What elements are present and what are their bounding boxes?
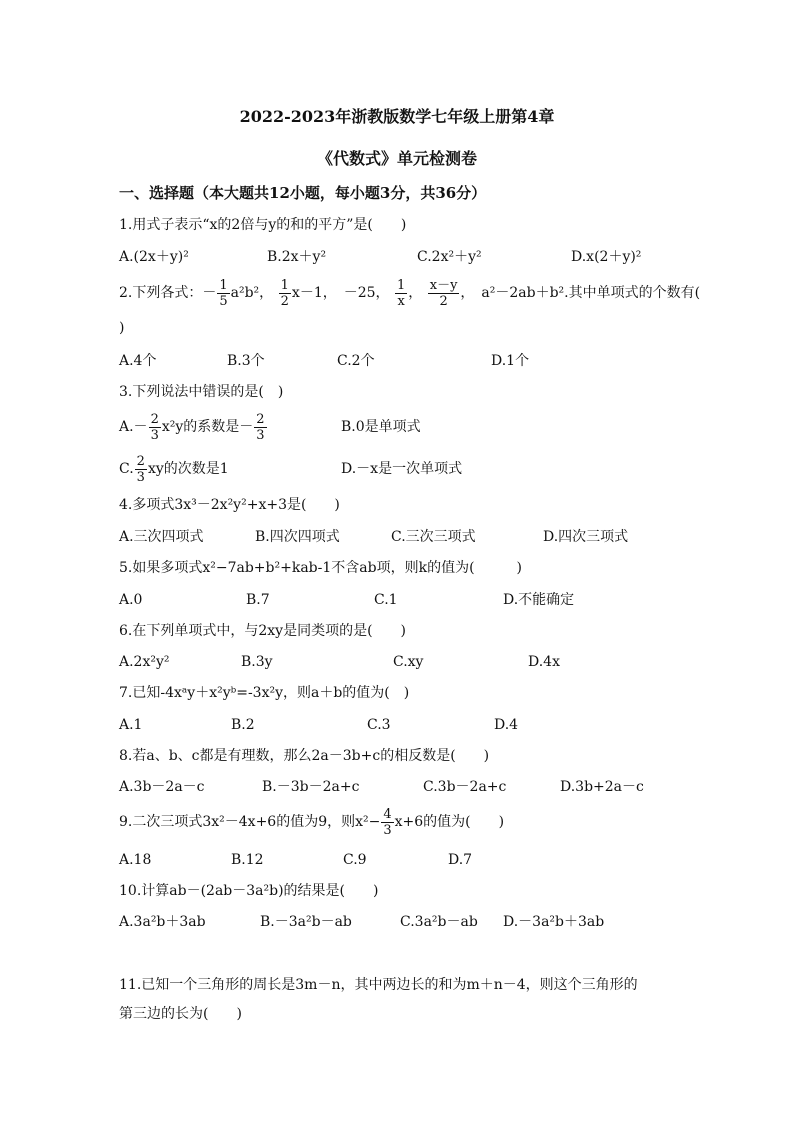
question-9-stem: 9.二次三项式3x²－4x+6的值为9，则x²− $\frac{4}{3}$ x+6的值为( ) [119,806,505,838]
option-a: A.3a²b＋3ab [119,914,206,930]
option-b: B.2 [231,717,255,733]
option-d: D.x(2＋y)² [571,249,642,265]
q2-term-2: x－1， －25， [291,285,390,301]
option-c: C. $\frac{2}{3}$ xy的次数是1 [119,453,229,485]
question-4-options [119,527,699,547]
option-b: B.7 [246,592,270,608]
q2-fraction-2: $\frac{1}{2}$ [280,277,289,309]
question-10-options [119,912,699,932]
question-8-stem: 8.若a、b、c都是有理数，那么2a－3b+c的相反数是( ) [119,748,490,764]
question-2-continuation: ) [119,320,125,336]
option-a: A.2x²y² [119,654,170,670]
question-1-stem: 1.用式子表示“x的2倍与y的和的平方”是( ) [119,217,407,233]
question-9-options [119,850,699,870]
q2-term-3: ， [408,285,423,301]
question-4-stem: 4.多项式3x³－2x²y²+x+3是( ) [119,497,340,513]
question-6-stem: 6.在下列单项式中，与2xy是同类项的是( ) [119,623,406,639]
q2-prefix: 2.下列各式：－ [119,285,217,301]
option-d: D.7 [448,852,473,868]
question-5-options [119,590,699,610]
question-3-stem: 3.下列说法中错误的是( ) [119,384,284,400]
option-d: D.3b+2a－c [560,779,644,795]
q2-fraction-4: $\frac{x-y}{2}$ [429,277,458,309]
option-c: C.3 [367,717,391,733]
q2-term-1: a²b²， [230,285,274,301]
option-b: B.3个 [227,353,265,369]
option-b: B.2x＋y² [267,249,327,265]
option-c: C.xy [393,654,424,670]
option-d: D.－x是一次单项式 [341,461,463,477]
option-c: C.1 [374,592,398,608]
q9-fraction: $\frac{4}{3}$ [383,806,392,838]
option-c: C.三次三项式 [391,529,476,545]
option-b: B.12 [231,852,264,868]
question-2-stem [119,276,700,310]
option-d: D.－3a²b＋3ab [503,914,605,930]
question-1-options [119,247,699,267]
option-c: C.2x²＋y² [417,249,482,265]
question-11-stem: 11.已知一个三角形的周长是3m－n，其中两边长的和为m＋n－4，则这个三角形的 [119,977,638,993]
option-b: B.－3a²b－ab [260,914,352,930]
option-a: A.1 [119,717,143,733]
option-b: B.四次四项式 [255,529,340,545]
option-d: D.四次三项式 [543,529,629,545]
option-d: D.4 [494,717,519,733]
q2-term-4: ， a²－2ab＋b².其中单项式的个数有( [460,285,701,301]
question-10-stem: 10.计算ab－(2ab－3a²b)的结果是( ) [119,883,379,899]
question-8-options [119,777,699,797]
option-b: B.0是单项式 [341,419,421,435]
option-c: C.3a²b－ab [400,914,478,930]
option-a: A.－ $\frac{2}{3}$ x²y的系数是－ $\frac{2}{3}$ [119,411,265,443]
question-7-stem: 7.已知-4xᵃy＋x²yᵇ=-3x²y，则a＋b的值为( ) [119,685,410,701]
option-a: A.0 [119,592,143,608]
question-2-options [119,351,699,371]
option-d: D.不能确定 [503,592,575,608]
question-6-options [119,652,699,672]
exam-title: 2022-2023年浙教版数学七年级上册第4章 [239,107,555,126]
q2-fraction-3: $\frac{1}{x}$ [397,277,406,309]
question-5-stem: 5.如果多项式x²−7ab+b²+kab-1不含ab项，则k的值为( ) [119,560,522,576]
option-c: C.3b－2a+c [423,779,507,795]
question-11-stem-continuation: 第三边的长为( ) [119,1006,242,1022]
question-7-options [119,715,699,735]
q2-fraction-1: $\frac{1}{5}$ [219,277,228,309]
option-b: B.－3b－2a+c [262,779,360,795]
section-heading: 一、选择题（本大题共12小题，每小题3分，共36分） [119,184,487,202]
option-c: C.2个 [337,353,375,369]
option-d: D.4x [528,654,560,670]
option-a: A.4个 [119,353,157,369]
exam-subtitle: 《代数式》单元检测卷 [316,149,477,168]
option-a: A.18 [119,852,152,868]
option-a: A.3b－2a－c [119,779,205,795]
option-a: A.三次四项式 [119,529,204,545]
option-c: C.9 [343,852,367,868]
question-3-options-cd [119,451,699,487]
option-d: D.1个 [491,353,530,369]
question-3-options-ab [119,409,699,445]
option-a: A.(2x＋y)² [119,249,189,265]
option-b: B.3y [241,654,273,670]
